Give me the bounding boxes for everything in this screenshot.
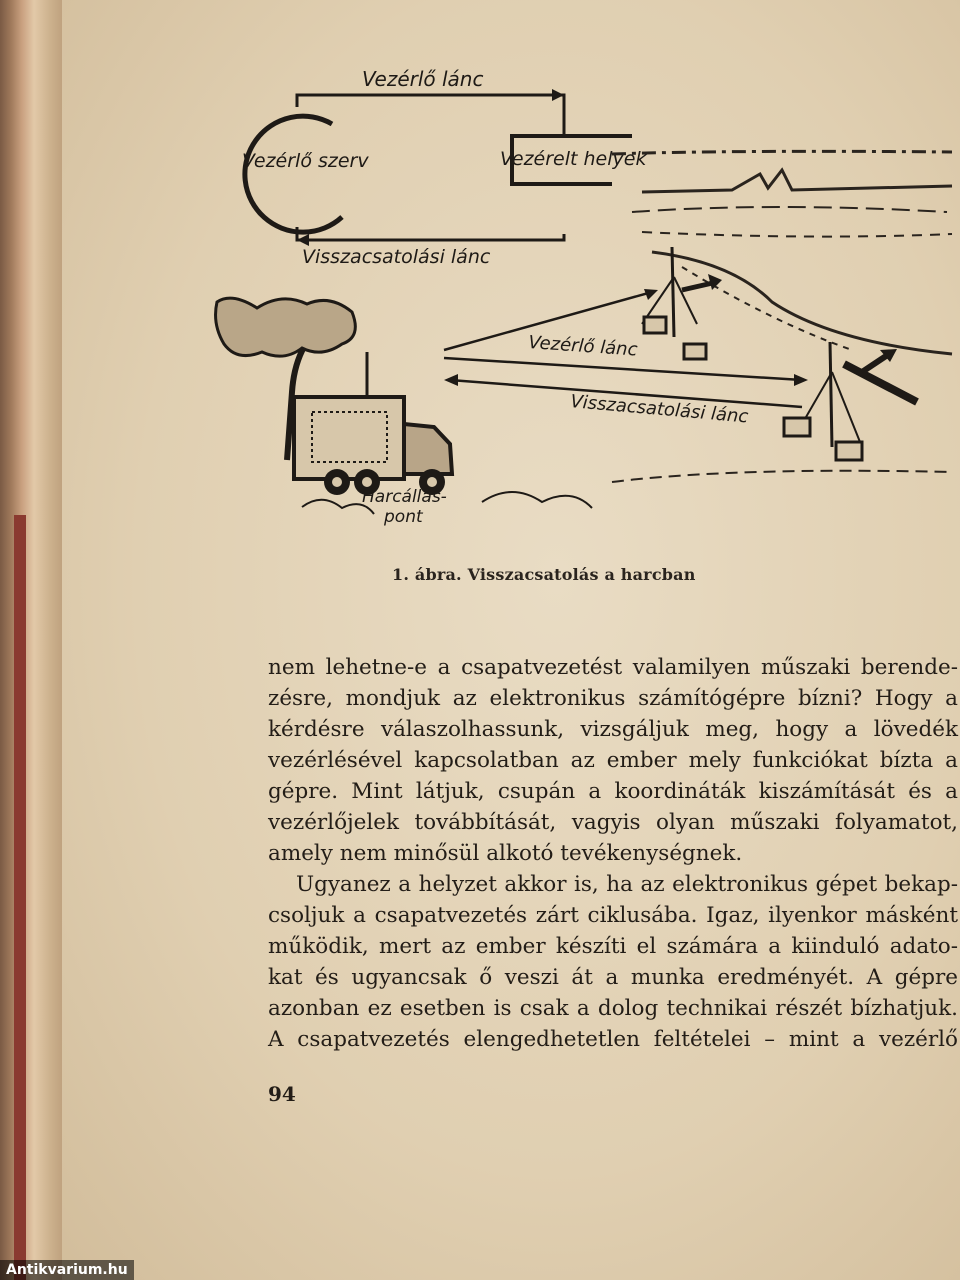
- command-truck: [294, 352, 452, 495]
- feedback-chain-line: [297, 227, 564, 240]
- scene-control-arrow: [444, 289, 808, 386]
- book-page: [62, 0, 960, 1280]
- text-line: kérdésre válaszolhassunk, vizsgáljuk meg, hogy a lövedék: [268, 717, 958, 742]
- river-bank: [652, 252, 952, 354]
- text-line: zésre, mondjuk az elektronikus számítógépre bízni? Hogy a: [268, 686, 958, 711]
- control-organ-ring: [245, 116, 342, 232]
- text-line: kat és ugyancsak ő veszi át a munka eredményét. A gépre: [268, 965, 958, 990]
- antenna-mast-2: [784, 342, 917, 460]
- text-line: amely nem minősül alkotó tevékenységnek.: [268, 841, 743, 866]
- text-line: gépre. Mint látjuk, csupán a koordináták kiszámítását és a: [268, 779, 958, 804]
- paragraph-1: [268, 652, 958, 869]
- diagram-left-label: Vezérlő szerv: [242, 150, 369, 172]
- text-line: A csapatvezetés elengedhetetlen feltételei – mint a vezérlő: [268, 1027, 958, 1052]
- vehicle-label-line2: pont: [384, 507, 423, 527]
- battle-scene: [216, 151, 952, 527]
- scene-arrow-bottom-label: Visszacsatolási lánc: [569, 391, 750, 428]
- river-water: [682, 267, 852, 350]
- diagram-right-label: Vezérelt helyek: [500, 148, 647, 170]
- field-line-2: [642, 232, 952, 237]
- text-line: azonban ez esetben is csak a dolog technikai részét bízhatjuk.: [268, 996, 958, 1021]
- control-chain-arrowhead: [552, 89, 564, 101]
- diagram-top-label: Vezérlő lánc: [362, 67, 484, 91]
- horizon-line: [612, 151, 952, 154]
- vehicle-label-line1: Harcállás-: [362, 487, 447, 507]
- text-line: nem lehetne-e a csapatvezetést valamilyen műszaki berende-: [268, 655, 958, 680]
- foreground-field: [612, 471, 952, 482]
- figure-illustration: [212, 62, 960, 542]
- page-number: 94: [268, 1082, 296, 1106]
- control-loop-diagram: [242, 67, 647, 268]
- field-line-1: [632, 207, 947, 212]
- control-chain-line: [297, 95, 564, 136]
- foreground-shrubs: [482, 492, 592, 508]
- text-line: Ugyanez a helyzet akkor is, ha az elektronikus gépet bekap-: [296, 872, 958, 897]
- watermark: Antikvarium.hu: [0, 1260, 134, 1280]
- scene-arrow-top-label: Vezérlő lánc: [527, 332, 639, 361]
- body-text: [268, 652, 958, 1055]
- text-line: vezérlőjelek továbbítását, vagyis olyan műszaki folyamatot,: [268, 810, 958, 835]
- text-line: működik, mert az ember készíti el számára a kiinduló adato-: [268, 934, 958, 959]
- spine-red-binding: [14, 515, 26, 1280]
- diagram-bottom-label: Visszacsatolási lánc: [302, 246, 491, 268]
- book-spine: [0, 0, 62, 1280]
- tree-crown: [216, 298, 356, 356]
- distant-hills: [642, 170, 952, 192]
- figure-caption: 1. ábra. Visszacsatolás a harcban: [392, 565, 696, 584]
- text-line: csoljuk a csapatvezetés zárt ciklusába. Igaz, ilyenkor másként: [268, 903, 958, 928]
- paragraph-2: [268, 869, 958, 1055]
- feedback-chain-arrowhead: [297, 234, 309, 246]
- text-line: vezérlésével kapcsolatban az ember mely funkciókat bízta a: [268, 748, 958, 773]
